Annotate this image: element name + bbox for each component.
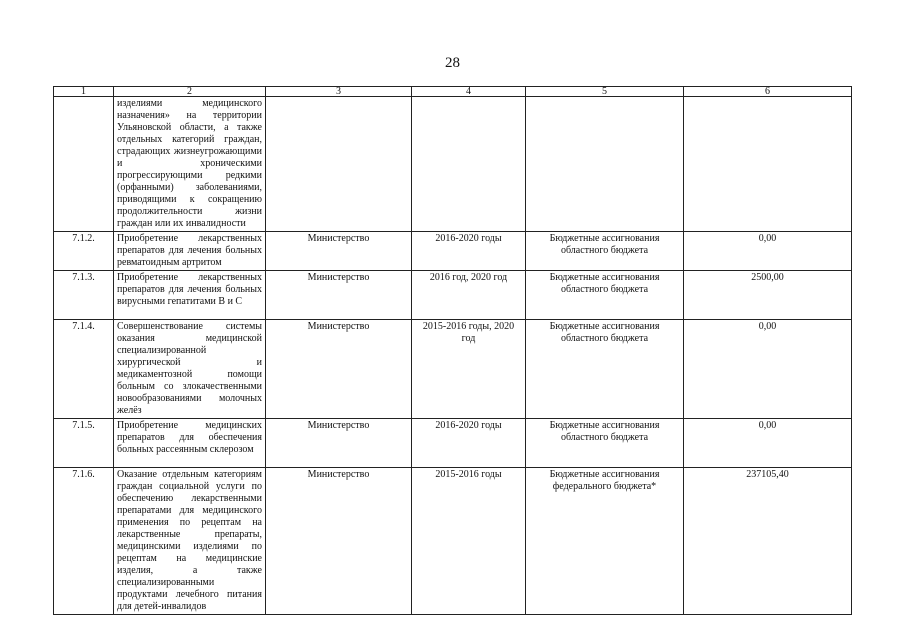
- period: 2015-2016 годы: [412, 468, 526, 615]
- executor: Министерство: [266, 232, 412, 271]
- measure-name: Приобретение лекарственных препаратов для лечения больных вирусными гепатитами В и С: [114, 271, 266, 320]
- page-number: 28: [445, 55, 460, 71]
- col-header-3: 3: [266, 87, 412, 97]
- executor: Министерство: [266, 468, 412, 615]
- period: 2015-2016 годы, 2020 год: [412, 320, 526, 419]
- row-number: [54, 97, 114, 232]
- measure-name: Приобретение медицинских препаратов для обеспечения больных рассеянным склерозом: [114, 419, 266, 468]
- period: 2016 год, 2020 год: [412, 271, 526, 320]
- table-row: [54, 97, 852, 232]
- funding-source: Бюджетные ассигнования областного бюджета: [526, 419, 684, 468]
- period: 2016-2020 годы: [412, 419, 526, 468]
- measure-name: изделиями медицинского назначения» на территории Ульяновской области, а также отдельных категорий граждан, страдающих жизнеугрожающими и хроническими прогрессирующими редкими (орфанными) заболеваниями, приводящими к сокращению продолжительности жизни граждан или их инвалидности: [114, 97, 266, 232]
- amount: 2500,00: [684, 271, 852, 320]
- amount: 0,00: [684, 232, 852, 271]
- measure-name: Оказание отдельным категориям граждан социальной услуги по обеспечению лекарственными препаратами для медицинского применения по рецептам на лекарственные препараты, медицинскими изделиями по рецептам на медицинские изделия, а также специализированными продуктами лечебного питания для детей-инвалидов: [114, 468, 266, 615]
- amount: 0,00: [684, 419, 852, 468]
- row-number: 7.1.3.: [54, 271, 114, 320]
- row-number: 7.1.2.: [54, 232, 114, 271]
- period: 2016-2020 годы: [412, 232, 526, 271]
- funding-source: [526, 97, 684, 232]
- amount: 237105,40: [684, 468, 852, 615]
- funding-source: Бюджетные ассигнования областного бюджета: [526, 320, 684, 419]
- header-row: [54, 87, 852, 97]
- col-header-4: 4: [412, 87, 526, 97]
- measure-name: Приобретение лекарственных препаратов для лечения больных ревматоидным артритом: [114, 232, 266, 271]
- row-number: 7.1.4.: [54, 320, 114, 419]
- col-header-5: 5: [526, 87, 684, 97]
- funding-source: Бюджетные ассигнования областного бюджета: [526, 271, 684, 320]
- funding-source: Бюджетные ассигнования областного бюджета: [526, 232, 684, 271]
- table-row: [54, 232, 852, 271]
- executor: Министерство: [266, 271, 412, 320]
- executor: [266, 97, 412, 232]
- period: [412, 97, 526, 232]
- measure-name: Совершенствование системы оказания медицинской специализированной хирургической и медикаментозной помощи больным со злокачественными новообразованиями молочных желёз: [114, 320, 266, 419]
- col-header-2: 2: [114, 87, 266, 97]
- row-number: 7.1.5.: [54, 419, 114, 468]
- amount: [684, 97, 852, 232]
- table-row: [54, 271, 852, 320]
- table-row: [54, 320, 852, 419]
- row-number: 7.1.6.: [54, 468, 114, 615]
- executor: Министерство: [266, 320, 412, 419]
- funding-source: Бюджетные ассигнования федерального бюджета*: [526, 468, 684, 615]
- program-table: [53, 86, 852, 615]
- executor: Министерство: [266, 419, 412, 468]
- amount: 0,00: [684, 320, 852, 419]
- table-row: [54, 419, 852, 468]
- table-row: [54, 468, 852, 615]
- col-header-6: 6: [684, 87, 852, 97]
- col-header-1: 1: [54, 87, 114, 97]
